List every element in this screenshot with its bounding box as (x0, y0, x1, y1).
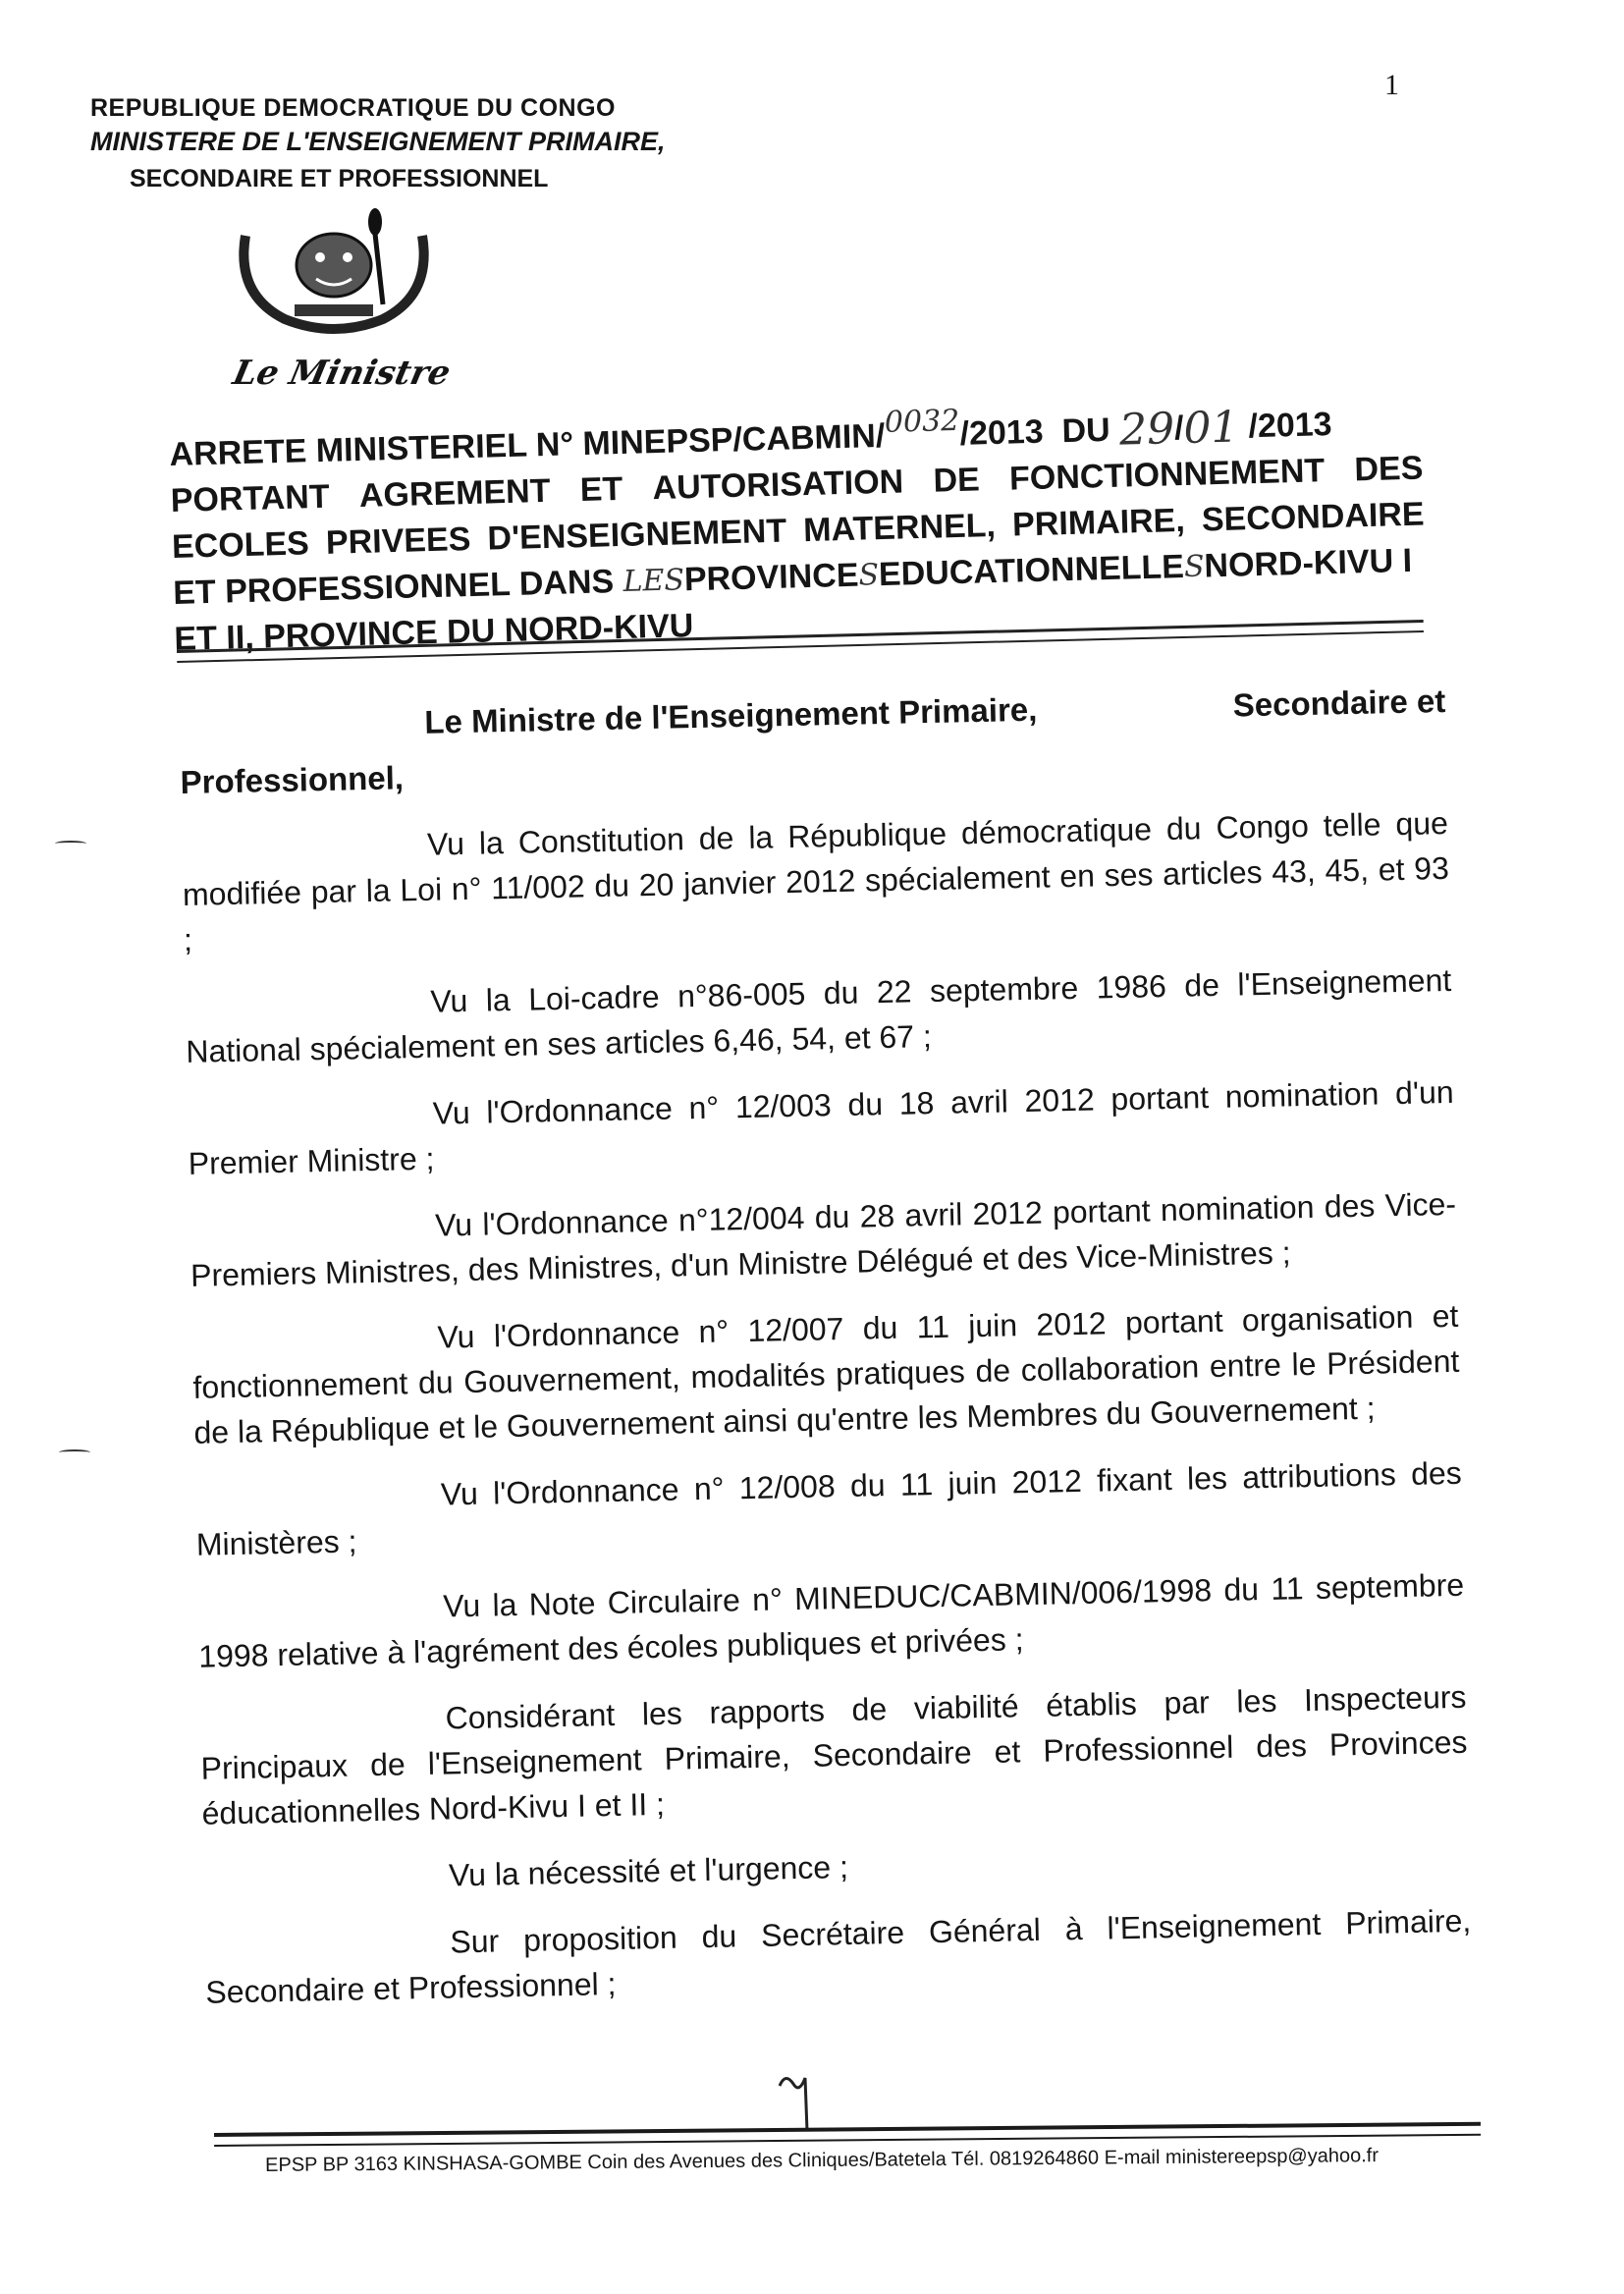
decree-number-prefix: ARRETE MINISTERIEL N° MINEPSP/CABMIN/ (169, 416, 886, 473)
decree-date-month: 01 (1182, 402, 1240, 454)
footer-address: EPSP BP 3163 KINSHASA-GOMBE Coin des Avenues des Cliniques/Batetela Tél. 0819264860 E-mail ministereepsp@yahoo.fr (265, 2145, 1380, 2176)
decree-word: ECOLES (171, 524, 310, 566)
minister-signature-heading: Le Ministre (229, 354, 455, 393)
recital-first-line: Vu l'Ordonnance n° 12/008 du 11 juin 2012 fixant les attributions (440, 1456, 1397, 1512)
recital-rest: Principaux de l'Enseignement Primaire, Secondaire et Professionnel des Provinces éducationnelles Nord-Kivu I et II ; (200, 1723, 1468, 1831)
decree-year-sep: /2013 DU (959, 410, 1120, 453)
intro-text: Le Ministre de l'Enseignement Primaire, (424, 690, 1038, 740)
decree-word: DE (933, 461, 981, 500)
recital-first-line: Sur proposition du Secrétaire Général à l'Enseignement Primaire, (450, 1902, 1472, 1960)
recital-first-line: Vu la Note Circulaire n° MINEDUC/CABMIN/006/1998 du 11 (442, 1570, 1304, 1624)
decree-word: PRIVEES (325, 519, 471, 562)
recital-first-line: Vu la nécessité et l'urgence ; (448, 1848, 849, 1893)
recital-first-line: Vu l'Ordonnance n° 12/003 du 18 avril 2012 portant nomination (432, 1075, 1380, 1131)
decree-date-day: 29 (1118, 404, 1175, 456)
intro-block (179, 679, 1447, 805)
decree-date-year: /2013 (1247, 405, 1333, 446)
decree-word: DES (1353, 449, 1424, 489)
recital-paragraph (185, 957, 1453, 1074)
handwritten-correction: S (1183, 549, 1205, 584)
decree-word: PORTANT (170, 477, 331, 519)
recital-rest: Secondaire et Professionnel ; (205, 1965, 617, 2010)
recital-paragraph (203, 1831, 1471, 1903)
recital-rest: Vice-Premiers Ministres, des Ministres, d'un Ministre Délégué et des Vice-Ministres ; (189, 1185, 1457, 1293)
recital-rest: d'un Premier Ministre ; (188, 1073, 1454, 1181)
decree-line4-end: NORD-KIVU I (1203, 541, 1413, 585)
recital-first-line: Vu la Loi-cadre n°86-005 du 22 septembre 1986 de l'Enseignement (429, 961, 1452, 1019)
decree-word: SECONDAIRE (1201, 495, 1426, 539)
decree-number-handwritten: 0032 (884, 403, 960, 440)
handwritten-correction: S (858, 558, 880, 593)
recital-first-line: Considérant les rapports de viabilité établis par les Inspecteurs (445, 1678, 1467, 1736)
recital-paragraph (204, 1898, 1473, 2015)
decree-title-line5: ET II, PROVINCE DU NORD-KIVU (174, 607, 694, 658)
decree-line4-prefix: ET PROFESSIONNEL DANS (172, 562, 624, 612)
recital-rest: des Ministères ; (195, 1454, 1463, 1562)
handwritten-initial-icon (772, 2066, 831, 2135)
intro-line2: Professionnel, (180, 759, 405, 800)
margin-mark (59, 1449, 90, 1455)
decree-number-line: ARRETE MINISTERIEL N° MINEPSP/CABMIN/ 0032 /2013 DU 29 / 01 /2013 (169, 400, 1423, 478)
recital-first-line: Vu l'Ordonnance n° 12/007 du 11 juin 2012 portant organisation et (437, 1297, 1459, 1355)
decree-word: AGREMENT (358, 471, 551, 515)
recital-rest: fonctionnement du Gouvernement, modalités pratiques de collaboration entre le Président de la République et le Gouvernement ainsi qu'entre les Membres du Gouvernement ; (192, 1342, 1460, 1450)
letterhead-ministry-cont: SECONDAIRE ET PROFESSIONNEL (130, 165, 549, 192)
recital-first-line: Vu l'Ordonnance n°12/004 du 28 avril 2012 portant nomination des (434, 1187, 1376, 1243)
recital-paragraph (197, 1562, 1466, 1679)
decree-line4-word: EDUCATIONNELLE (878, 547, 1185, 594)
decree-word: ET (579, 469, 623, 510)
recital-first-line: Vu la Constitution de la République démocratique du Congo telle (426, 806, 1381, 862)
document-body (179, 679, 1473, 2015)
recital-paragraph (191, 1293, 1461, 1455)
recital-paragraph (182, 800, 1451, 962)
decree-line4-word: PROVINCE (683, 556, 859, 599)
recital-rest: que modifiée par la Loi n° 11/002 du 20 janvier 2012 spécialement en ses articles 43, 45, et 93 ; (182, 804, 1450, 957)
letterhead (90, 94, 665, 193)
margin-mark (55, 841, 86, 847)
footer-divider (214, 2122, 1481, 2147)
decree-word: MATERNEL, (802, 506, 997, 550)
recital-paragraph (199, 1674, 1469, 1836)
page-number: 1 (1384, 69, 1399, 101)
recital-paragraph (194, 1450, 1463, 1567)
handwritten-correction: LES (623, 563, 685, 599)
recital-paragraph (189, 1181, 1458, 1298)
recital-rest: septembre 1998 relative à l'agrément des écoles publiques et privées ; (197, 1566, 1465, 1674)
leopard-coat-of-arms-icon (226, 206, 442, 344)
letterhead-ministry: MINISTERE DE L'ENSEIGNEMENT PRIMAIRE, (90, 127, 666, 156)
letterhead-country: REPUBLIQUE DEMOCRATIQUE DU CONGO (90, 94, 616, 122)
recital-paragraph (187, 1069, 1455, 1186)
decree-word: D'ENSEIGNEMENT (487, 512, 787, 558)
decree-word: AUTORISATION (652, 463, 904, 508)
decree-word: PRIMAIRE, (1011, 501, 1186, 544)
recital-rest: National spécialement en ses articles 6,46, 54, et 67 ; (186, 1018, 933, 1069)
decree-word: FONCTIONNEMENT (1008, 452, 1326, 498)
intro-text: Secondaire et (1232, 682, 1446, 724)
